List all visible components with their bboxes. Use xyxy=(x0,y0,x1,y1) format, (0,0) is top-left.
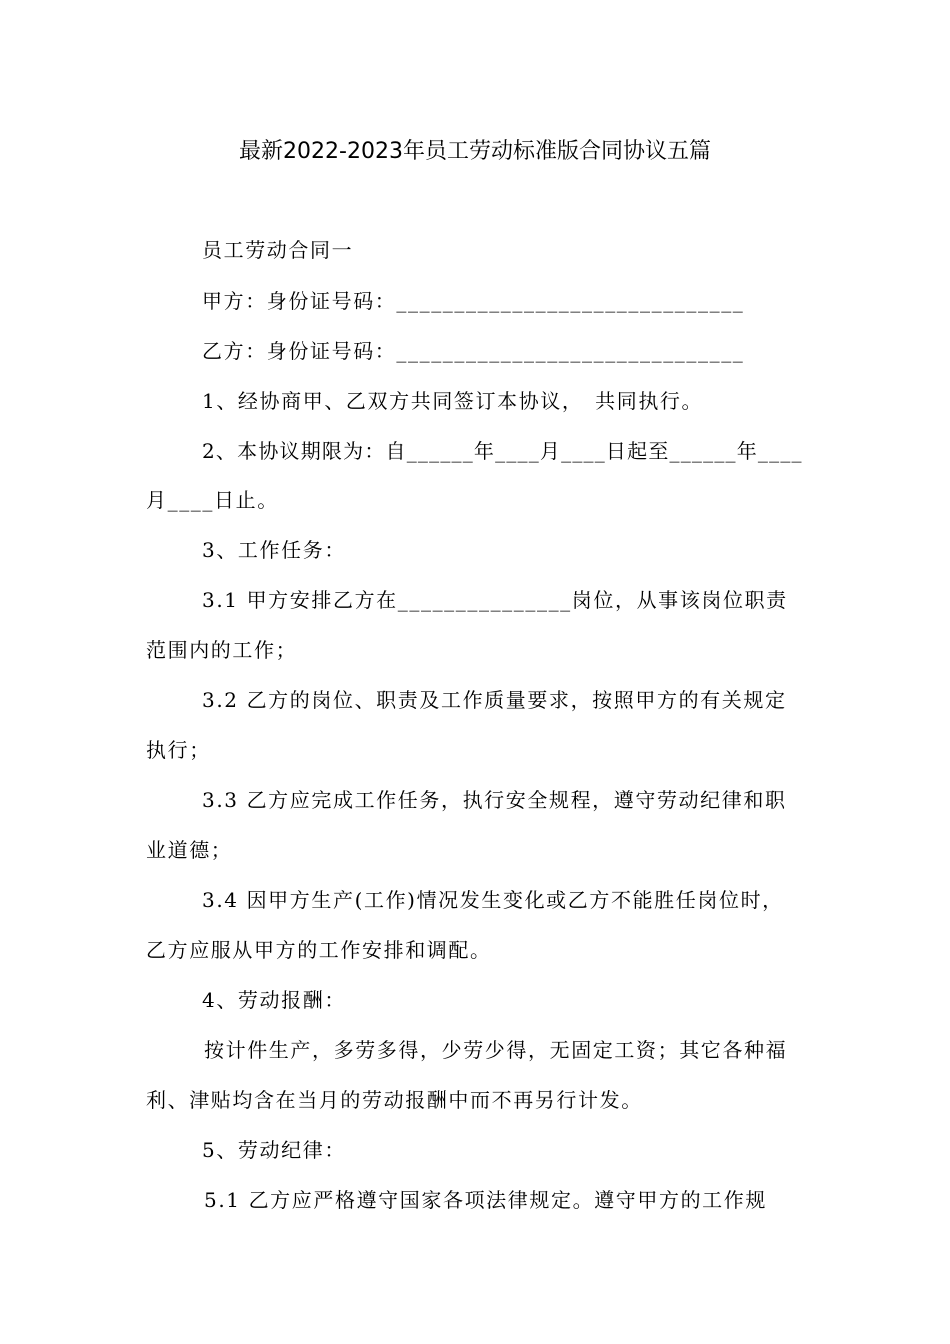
text-line: 4、劳动报酬： xyxy=(202,988,346,1012)
text-line: 5、劳动纪律： xyxy=(202,1138,346,1162)
text-line: 员工劳动合同一 xyxy=(202,238,354,262)
text-line: 3.3 乙方应完成工作任务，执行安全规程，遵守劳动纪律和职 xyxy=(202,788,787,812)
text-line: 3.1 甲方安排乙方在_______________岗位，从事该岗位职责 xyxy=(202,588,788,612)
text-line: 业道德； xyxy=(146,838,233,862)
document-title: 最新2022-2023年员工劳动标准版合同协议五篇 xyxy=(239,139,711,164)
text-line: 月____日止。 xyxy=(146,488,279,512)
text-line: 3.2 乙方的岗位、职责及工作质量要求，按照甲方的有关规定 xyxy=(202,688,787,712)
text-line: 5.1 乙方应严格遵守国家各项法律规定。遵守甲方的工作规 xyxy=(204,1188,767,1212)
text-line: 3.4 因甲方生产(工作)情况发生变化或乙方不能胜任岗位时， xyxy=(202,888,784,912)
text-line: 乙方：身份证号码：______________________________ xyxy=(202,339,745,363)
text-line: 3、工作任务： xyxy=(202,538,346,562)
text-line: 按计件生产，多劳多得，少劳少得，无固定工资；其它各种福 xyxy=(204,1038,788,1062)
text-line: 利、津贴均含在当月的劳动报酬中而不再另行计发。 xyxy=(146,1088,643,1112)
text-line: 1、经协商甲、乙双方共同签订本协议， 共同执行。 xyxy=(202,389,704,413)
text-line: 2、本协议期限为：自______年____月____日起至______年____ xyxy=(202,439,803,463)
text-line: 范围内的工作； xyxy=(146,638,298,662)
text-line: 乙方应服从甲方的工作安排和调配。 xyxy=(146,938,492,962)
text-line: 执行； xyxy=(146,738,211,762)
text-line: 甲方：身份证号码：______________________________ xyxy=(202,289,745,313)
